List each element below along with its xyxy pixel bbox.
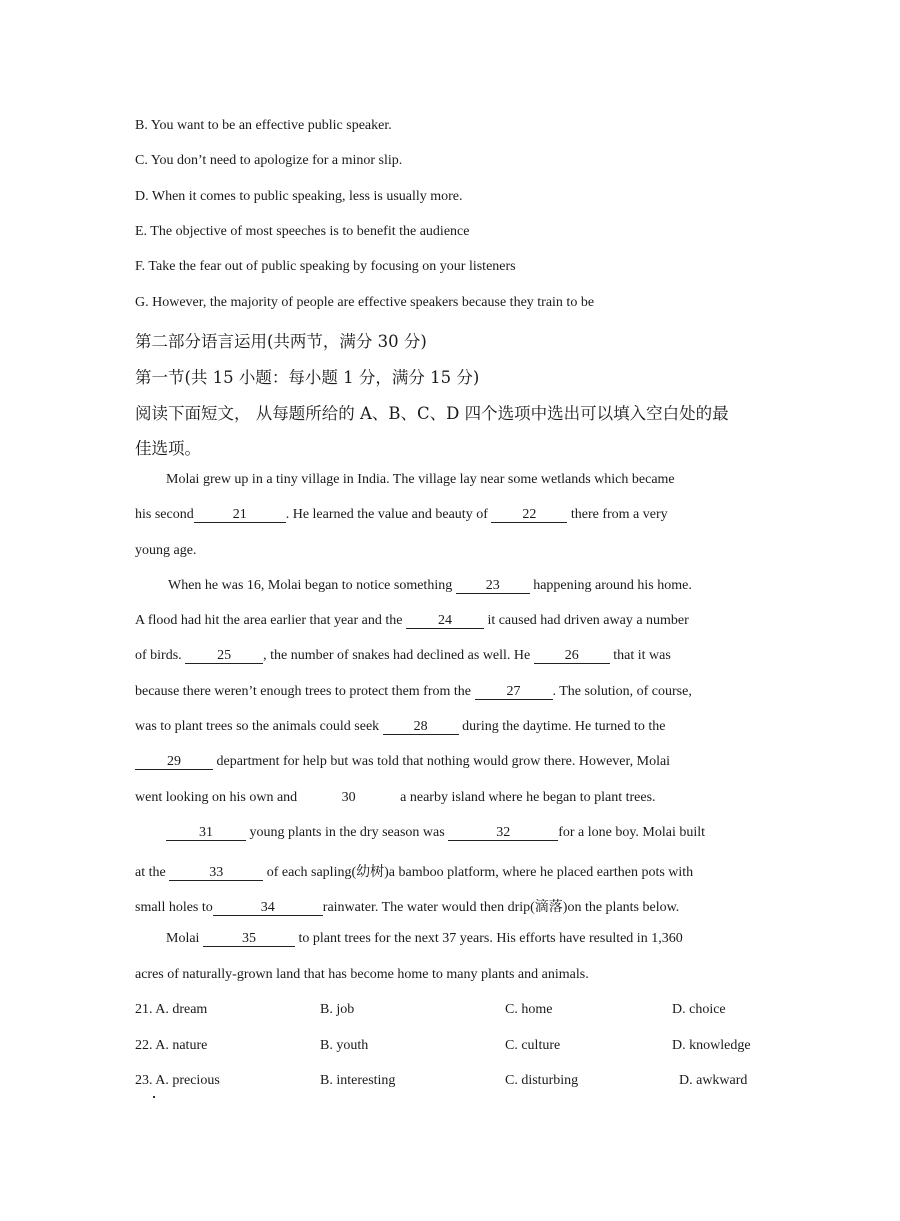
q21-option-a: 21. A. dream — [135, 1002, 208, 1017]
blank-35: 35 — [203, 931, 295, 947]
passage-line: acres of naturally-grown land that has become home to many plants and animals. — [135, 967, 589, 982]
blank-26: 26 — [534, 648, 610, 664]
passage-line: A flood had hit the area earlier that year and the 24 it caused had driven away a number — [135, 613, 689, 628]
part-title: 第二部分语言运用(共两节，满分 30 分) — [135, 332, 427, 351]
q22-option-c: C. culture — [505, 1038, 561, 1053]
task-option-f: F. Take the fear out of public speaking by focusing on your listeners — [135, 259, 516, 274]
passage-line: of birds. 25 , the number of snakes had declined as well. He 26 that it was — [135, 648, 671, 663]
passage-line: because there weren’t enough trees to protect them from the 27 . The solution, of course, — [135, 684, 692, 699]
passage-line: at the 33 of each sapling(幼树)a bamboo platform, where he placed earthen pots with — [135, 865, 694, 880]
q22-option-a: 22. A. nature — [135, 1038, 208, 1053]
passage-line: young age. — [135, 543, 197, 558]
passage-line: went looking on his own and 30 a nearby island where he began to plant trees. — [135, 790, 656, 805]
blank-29: 29 — [135, 754, 213, 770]
task-option-b: B. You want to be an effective public speaker. — [135, 118, 392, 133]
blank-21: 21 — [194, 507, 286, 523]
blank-30: 30 — [341, 790, 356, 805]
passage-line: 29 department for help but was told that nothing would grow there. However, Molai — [135, 754, 670, 770]
q21-option-c: C. home — [505, 1002, 553, 1017]
q21-option-b: B. job — [320, 1002, 355, 1017]
scan-speck — [153, 1096, 155, 1098]
blank-28: 28 — [383, 719, 459, 735]
blank-23: 23 — [456, 578, 530, 594]
section-title: 第一节(共 15 小题：每小题 1 分，满分 15 分) — [135, 368, 480, 387]
q23-option-b: B. interesting — [320, 1073, 396, 1088]
passage-line: was to plant trees so the animals could seek 28 during the daytime. He turned to the — [135, 719, 666, 734]
task-option-d: D. When it comes to public speaking, less is usually more. — [135, 189, 463, 204]
blank-27: 27 — [475, 684, 553, 700]
q21-option-d: D. choice — [672, 1002, 726, 1017]
task-option-e: E. The objective of most speeches is to benefit the audience — [135, 224, 470, 239]
passage-line: 31 young plants in the dry season was 32 for a lone boy. Molai built — [166, 825, 705, 841]
instruction-line-1: 阅读下面短文， 从每题所给的 A、B、C、D 四个选项中选出可以填入空白处的最 — [135, 404, 729, 423]
passage-line: his second 21 . He learned the value and beauty of 22 there from a very — [135, 507, 668, 522]
blank-22: 22 — [491, 507, 567, 523]
blank-24: 24 — [406, 613, 484, 629]
passage-line: Molai grew up in a tiny village in India. The village lay near some wetlands which became — [166, 472, 675, 487]
blank-32: 32 — [448, 825, 558, 841]
passage-line: Molai 35 to plant trees for the next 37 years. His efforts have resulted in 1,360 — [166, 931, 683, 946]
blank-25: 25 — [185, 648, 263, 664]
passage-line: small holes to 34 rainwater. The water would then drip(滴落)on the plants below. — [135, 900, 680, 915]
blank-33: 33 — [169, 865, 263, 881]
task-option-g: G. However, the majority of people are effective speakers because they train to be — [135, 295, 595, 310]
q23-option-a: 23. A. precious — [135, 1073, 220, 1088]
instruction-line-2: 佳选项。 — [135, 439, 201, 458]
q22-option-b: B. youth — [320, 1038, 369, 1053]
blank-34: 34 — [213, 900, 323, 916]
passage-line: When he was 16, Molai began to notice something 23 happening around his home. — [168, 578, 692, 593]
q22-option-d: D. knowledge — [672, 1038, 751, 1053]
q23-option-d: D. awkward — [679, 1073, 748, 1088]
task-option-c: C. You don’t need to apologize for a minor slip. — [135, 153, 403, 168]
q23-option-c: C. disturbing — [505, 1073, 579, 1088]
blank-31: 31 — [166, 825, 246, 841]
